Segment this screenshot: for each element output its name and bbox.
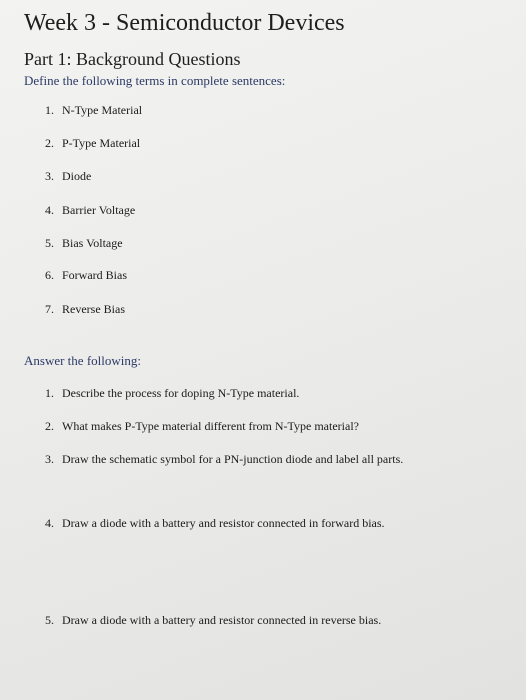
term-item [45, 203, 135, 218]
question-number: 2. [45, 419, 54, 433]
term-item [45, 169, 91, 184]
term-item [45, 103, 142, 118]
term-text: Bias Voltage [62, 236, 123, 250]
page-title: Week 3 - Semiconductor Devices [24, 10, 345, 36]
part1-heading: Part 1: Background Questions [24, 49, 241, 69]
question-item [45, 613, 381, 628]
term-number: 1. [45, 103, 54, 117]
question-item [45, 516, 385, 531]
term-number: 2. [45, 136, 54, 150]
term-text: N-Type Material [62, 103, 143, 117]
question-text: Draw a diode with a battery and resistor connected in forward bias. [62, 516, 385, 530]
term-number: 4. [45, 203, 54, 217]
question-text: What makes P-Type material different from N-Type material? [62, 419, 359, 433]
term-item [45, 136, 140, 151]
term-number: 7. [45, 302, 54, 316]
term-item [45, 268, 127, 283]
question-number: 4. [45, 516, 54, 530]
part1-instruction: Define the following terms in complete sentences: [24, 73, 286, 88]
question-text: Draw the schematic symbol for a PN-junction diode and label all parts. [62, 452, 404, 466]
question-item [45, 386, 299, 401]
question-number: 3. [45, 452, 54, 466]
term-item [45, 302, 125, 317]
question-number: 5. [45, 613, 54, 627]
part2-instruction: Answer the following: [24, 353, 141, 368]
term-text: Barrier Voltage [62, 203, 136, 217]
term-text: Forward Bias [62, 268, 127, 282]
question-item [45, 419, 359, 434]
term-text: P-Type Material [62, 136, 141, 150]
term-number: 3. [45, 169, 54, 183]
term-text: Reverse Bias [62, 302, 125, 316]
term-number: 6. [45, 268, 54, 282]
term-number: 5. [45, 236, 54, 250]
question-text: Draw a diode with a battery and resistor connected in reverse bias. [62, 613, 382, 627]
term-text: Diode [62, 169, 92, 183]
question-number: 1. [45, 386, 54, 400]
question-text: Describe the process for doping N-Type material. [62, 386, 300, 400]
term-item [45, 236, 123, 251]
question-item [45, 452, 403, 467]
